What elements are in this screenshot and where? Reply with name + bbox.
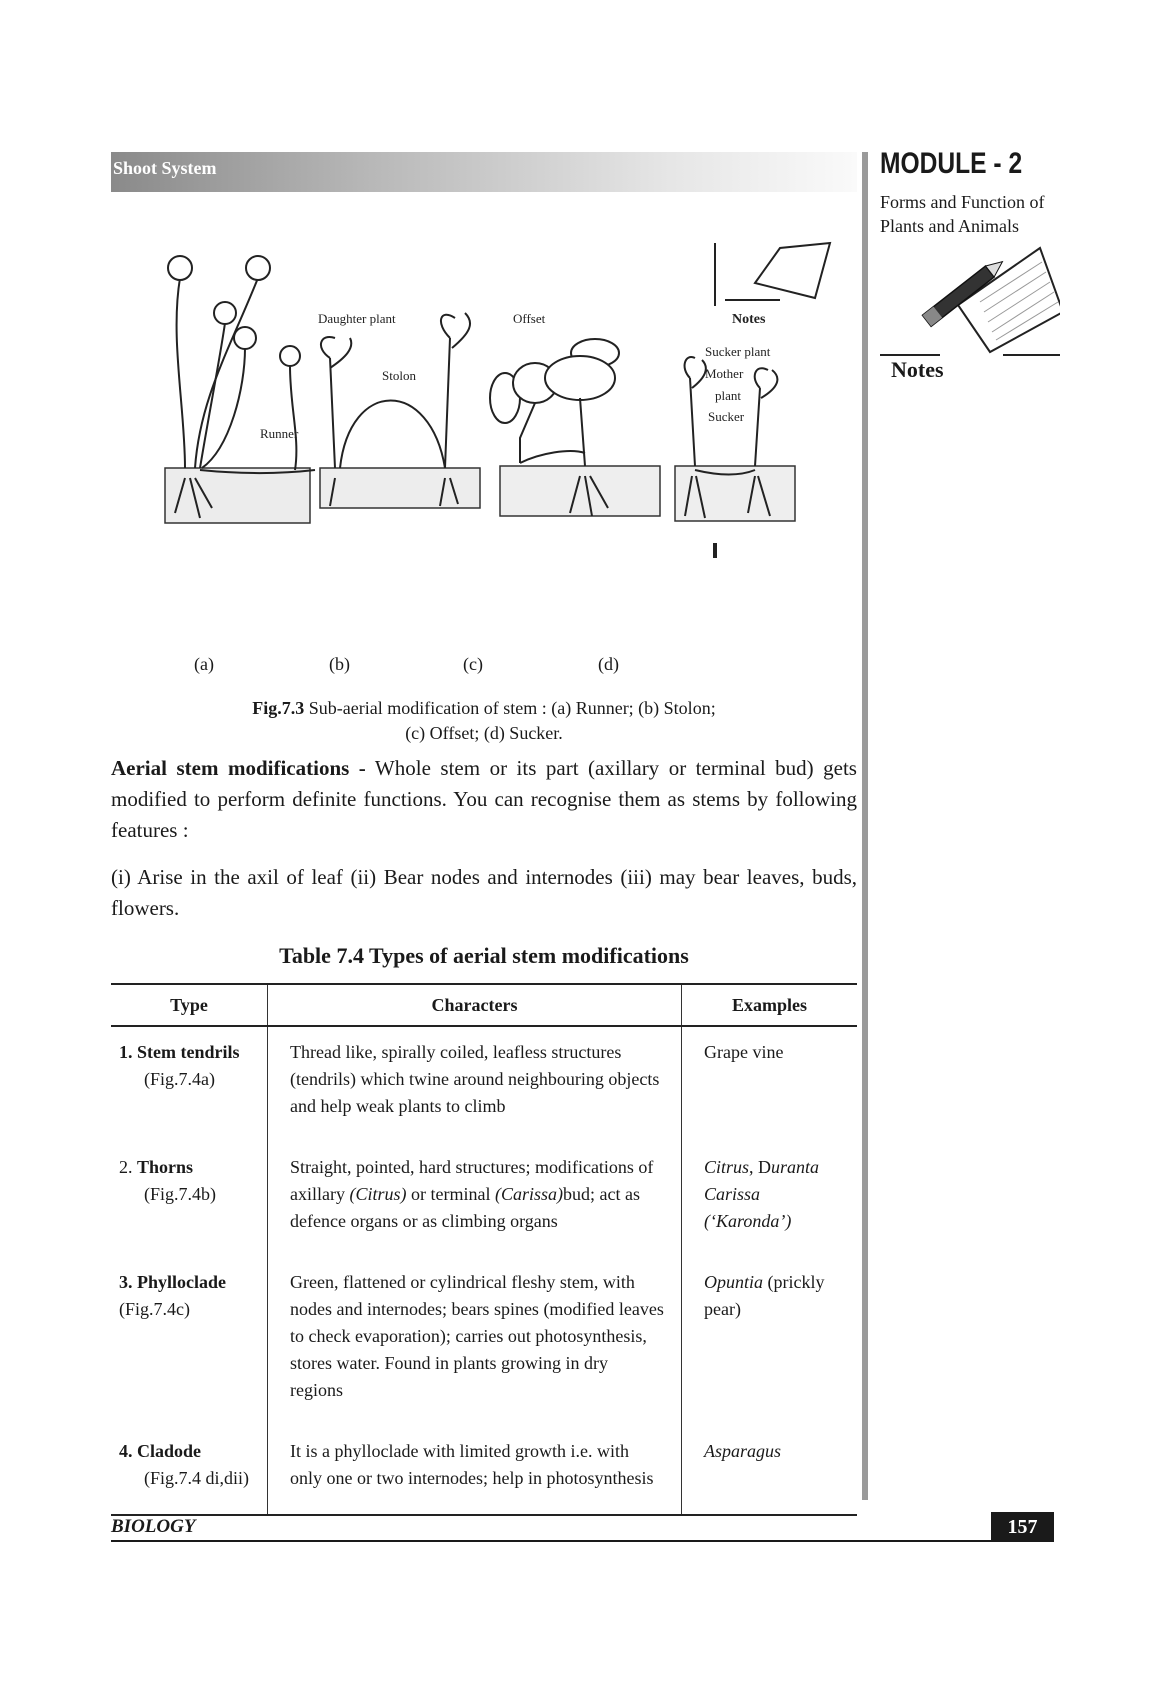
row-characters-citrus: (Citrus)	[349, 1184, 407, 1204]
row-characters-part: bud; act as defence organs or as climbing organs	[290, 1184, 640, 1231]
stem-modifications-table	[111, 983, 857, 1516]
row-examples: Grape vine	[704, 1042, 784, 1062]
section-title: Shoot System	[113, 158, 217, 178]
table-row	[111, 1426, 857, 1515]
table-row	[111, 1257, 857, 1426]
example-separator: , D	[749, 1157, 772, 1177]
figure-caption-number: Fig.7.3	[252, 698, 305, 718]
table-row	[111, 1026, 857, 1142]
label-offset: Offset	[513, 311, 546, 326]
row-type-name: Thorns	[137, 1157, 194, 1177]
footer-rule	[111, 1540, 1054, 1542]
header-characters: Characters	[268, 984, 682, 1026]
sub-aerial-stem-figure	[140, 238, 840, 598]
figure-sublabel-a: (a)	[194, 654, 214, 674]
row-characters-part: Straight, pointed, hard structures; modifications of axillary	[290, 1157, 654, 1204]
row-characters	[268, 1142, 681, 1257]
margin-divider	[862, 152, 868, 1500]
label-stolon: Stolon	[382, 368, 416, 383]
figure-sublabel-b: (b)	[329, 654, 350, 674]
row-characters-carissa: (Carissa)	[494, 1184, 563, 1204]
table-header-row	[111, 984, 857, 1026]
module-subtitle: Forms and Function of Plants and Animals	[880, 192, 1045, 236]
row-figure-ref: (Fig.7.4a)	[144, 1069, 215, 1089]
module-title: MODULE - 2	[880, 147, 1023, 180]
row-number: 2.	[119, 1157, 133, 1177]
row-figure-ref: (Fig.7.4b)	[144, 1184, 216, 1204]
row-characters: Thread like, spirally coiled, leafless structures (tendrils) which twine around neighbouring objects and help weak plants to climb	[290, 1042, 660, 1116]
aerial-stem-heading: Aerial stem modifications -	[111, 756, 366, 780]
header-type: Type	[111, 984, 268, 1026]
figure-caption-line2: (c) Offset; (d) Sucker.	[405, 723, 563, 743]
row-type-name: Cladode	[137, 1441, 202, 1461]
aerial-stem-text: Whole stem or its part (axillary or terminal bud) gets modified to perform definite functions. You can recognise them as stems by following features :	[111, 756, 857, 842]
row-number: 4.	[119, 1441, 133, 1461]
row-examples	[682, 1257, 857, 1345]
label-mother: Mother	[705, 366, 744, 381]
label-figure-notes: Notes	[732, 312, 766, 327]
row-characters: Green, flattened or cylindrical fleshy stem, with nodes and internodes; bears spines (modified leaves to check evaporation); carries out photosynthesis, stores water. Found in plants growing in dry regions	[290, 1272, 664, 1400]
table-row	[111, 1142, 857, 1257]
example-citrus: Citrus	[704, 1157, 750, 1177]
example-duranta: uranta	[771, 1157, 820, 1177]
label-runner: Runner	[260, 426, 299, 441]
example-karonda: (‘Karonda’)	[704, 1211, 792, 1231]
figure-caption-line1: Sub-aerial modification of stem : (a) Runner; (b) Stolon;	[308, 698, 716, 718]
example-asparagus: Asparagus	[704, 1441, 782, 1461]
label-sucker: Sucker	[708, 409, 745, 424]
row-examples	[682, 1426, 857, 1487]
table-title: Table 7.4 Types of aerial stem modifications	[279, 943, 689, 968]
figure-caption	[111, 696, 857, 746]
row-figure-ref: (Fig.7.4c)	[119, 1299, 190, 1319]
example-opuntia: Opuntia	[704, 1272, 764, 1292]
label-sucker-plant: Sucker plant	[705, 344, 771, 359]
footer-subject: BIOLOGY	[111, 1516, 196, 1537]
row-figure-ref: (Fig.7.4 di,dii)	[144, 1468, 250, 1488]
figure-sublabel-d: (d)	[598, 654, 619, 674]
label-daughter-plant: Daughter plant	[318, 311, 396, 326]
figure-sublabel-c: (c)	[463, 654, 483, 674]
row-type-name: Stem tendrils	[137, 1042, 240, 1062]
page-number: 157	[991, 1512, 1054, 1542]
row-characters: It is a phylloclade with limited growth i.e. with only one or two internodes; help in photosynthesis	[290, 1441, 654, 1488]
section-header-bar	[111, 152, 857, 192]
aerial-stem-paragraph	[111, 753, 857, 846]
label-plant: plant	[715, 388, 741, 403]
row-characters-part: or terminal	[411, 1184, 491, 1204]
example-carissa: Carissa	[704, 1184, 761, 1204]
example-prickly-pear: (prickly pear)	[704, 1272, 825, 1319]
row-examples	[682, 1142, 857, 1257]
row-number: 3.	[119, 1272, 133, 1292]
header-examples: Examples	[682, 984, 858, 1026]
row-type-name: Phylloclade	[137, 1272, 226, 1292]
row-number: 1.	[119, 1042, 133, 1062]
features-paragraph: (i) Arise in the axil of leaf (ii) Bear nodes and internodes (iii) may bear leaves, buds, flowers.	[111, 865, 857, 920]
notes-label: Notes	[891, 357, 944, 382]
